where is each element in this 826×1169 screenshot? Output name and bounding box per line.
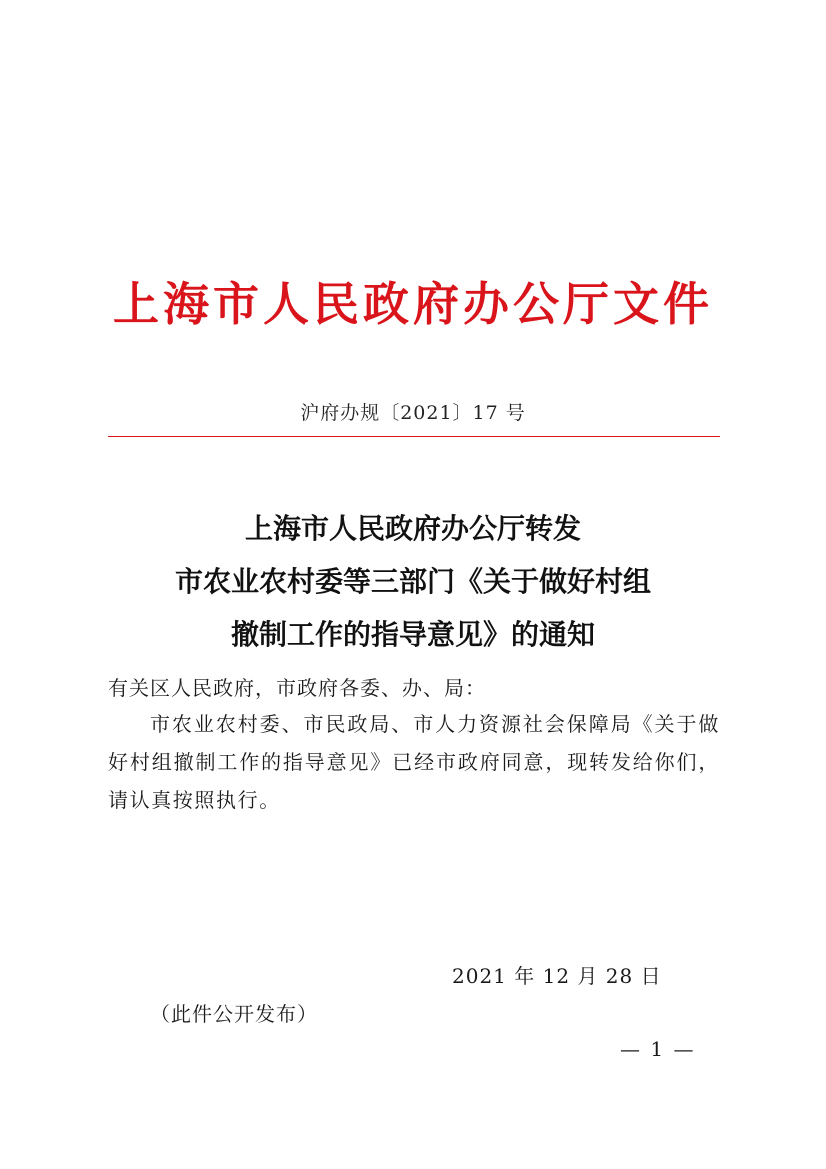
issue-date: 2021 年 12 月 28 日	[452, 964, 662, 988]
document-number: 沪府办规〔2021〕17 号	[300, 402, 526, 424]
salutation: 有关区人民政府，市政府各委、办、局：	[108, 676, 486, 700]
notice-title-line-1: 上海市人民政府办公厅转发	[244, 512, 581, 545]
publish-note: （此件公开发布）	[150, 1002, 318, 1026]
document-header-title: 上海市人民政府办公厅文件	[113, 277, 713, 331]
red-divider-line	[108, 436, 720, 437]
notice-title	[0, 502, 826, 661]
page-number: — 1 —	[620, 1037, 696, 1061]
notice-title-line-3: 撤制工作的指导意见》的通知	[230, 618, 595, 651]
notice-title-line-2: 市农业农村委等三部门《关于做好村组	[174, 565, 651, 598]
body-paragraph: 市农业农村委、市民政局、市人力资源社会保障局《关于做好村组撤制工作的指导意见》已经市政府同意，现转发给你们，请认真按照执行。	[108, 712, 720, 812]
